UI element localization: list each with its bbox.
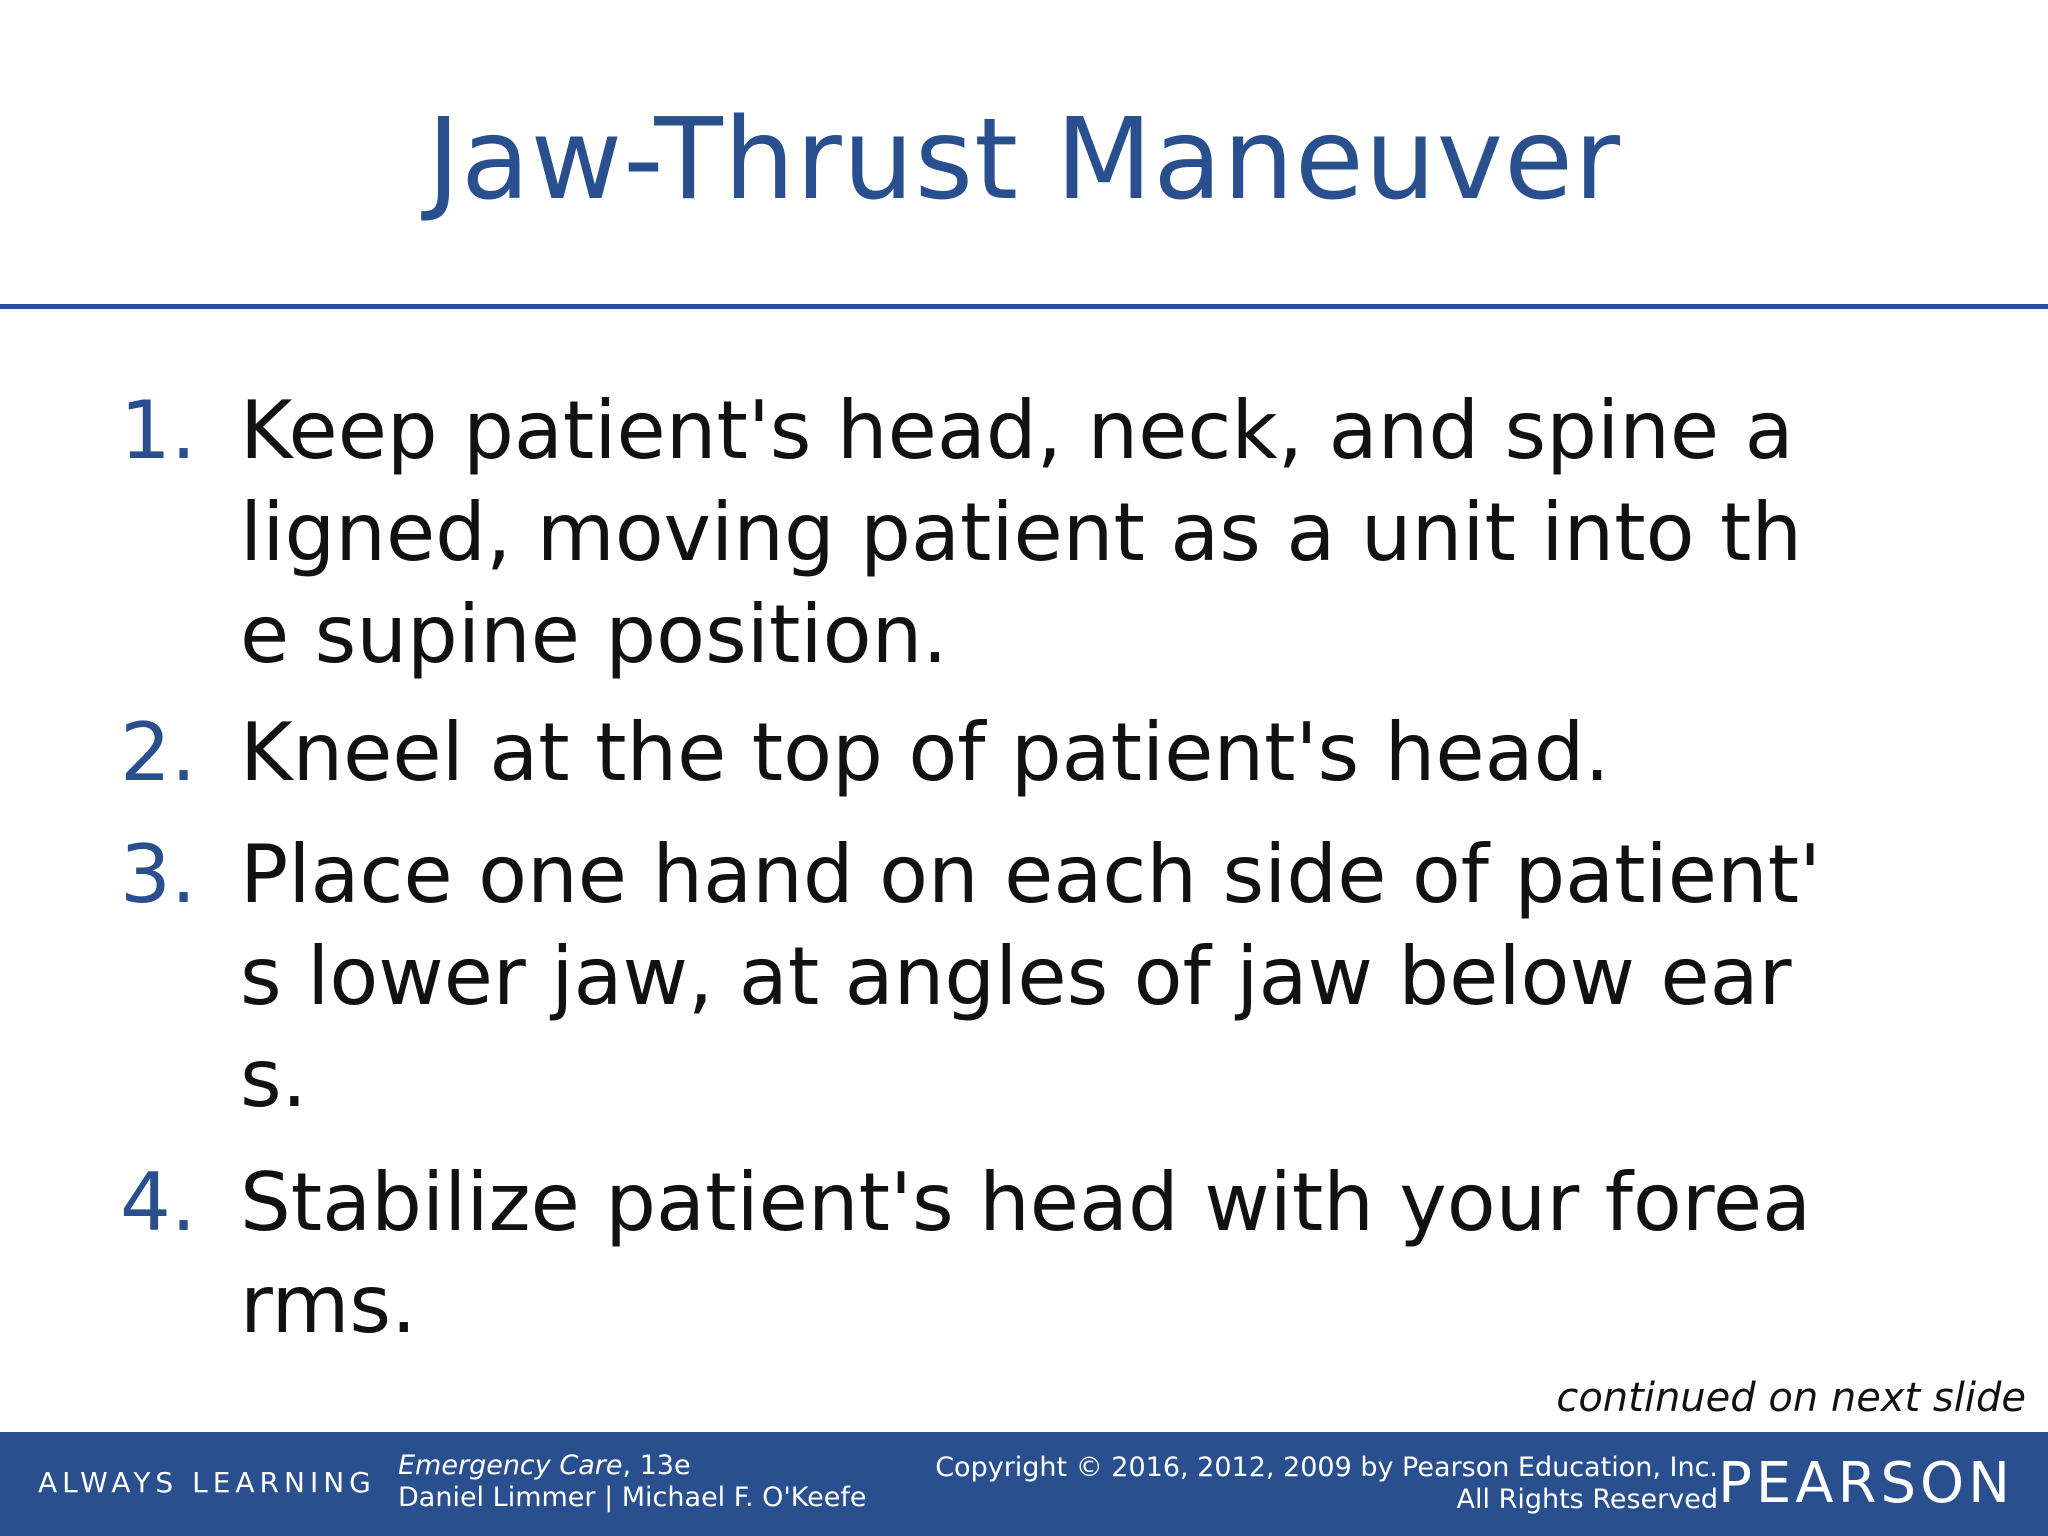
slide-title: Jaw-Thrust Maneuver (426, 95, 1622, 225)
step-text-line: ligned, moving patient as a unit into th (240, 486, 1803, 579)
step-text-line: rms. (240, 1258, 417, 1351)
step-text-line: Kneel at the top of patient's head. (240, 706, 1610, 799)
step-number: 4. (120, 1156, 197, 1249)
always-learning-tagline: ALWAYS LEARNING (38, 1466, 376, 1499)
pearson-logo: PEARSON (1718, 1451, 2014, 1516)
step-number: 3. (120, 828, 197, 921)
book-info (398, 1450, 867, 1514)
step-text-line: s. (240, 1032, 308, 1125)
footer-bar (0, 1432, 2048, 1536)
copyright-notice (935, 1452, 1718, 1516)
rights-line: All Rights Reserved (1456, 1484, 1718, 1515)
step-text-line: s lower jaw, at angles of jaw below ear (240, 930, 1792, 1023)
book-title-line (398, 1450, 867, 1482)
book-title: Emergency Care (398, 1450, 623, 1481)
step-text-line: Keep patient's head, neck, and spine a (240, 384, 1794, 477)
copyright-line: Copyright © 2016, 2012, 2009 by Pearson Education, Inc. (935, 1452, 1718, 1483)
step-number: 1. (120, 384, 197, 477)
title-divider (0, 304, 2048, 309)
book-authors: Daniel Limmer | Michael F. O'Keefe (398, 1482, 867, 1513)
step-number: 2. (120, 706, 197, 799)
book-edition: , 13e (622, 1450, 691, 1481)
step-text-line: Stabilize patient's head with your forea (240, 1156, 1812, 1249)
continued-note: continued on next slide (1556, 1375, 2026, 1421)
step-text-line: e supine position. (240, 588, 948, 681)
step-text-line: Place one hand on each side of patient' (240, 828, 1822, 921)
